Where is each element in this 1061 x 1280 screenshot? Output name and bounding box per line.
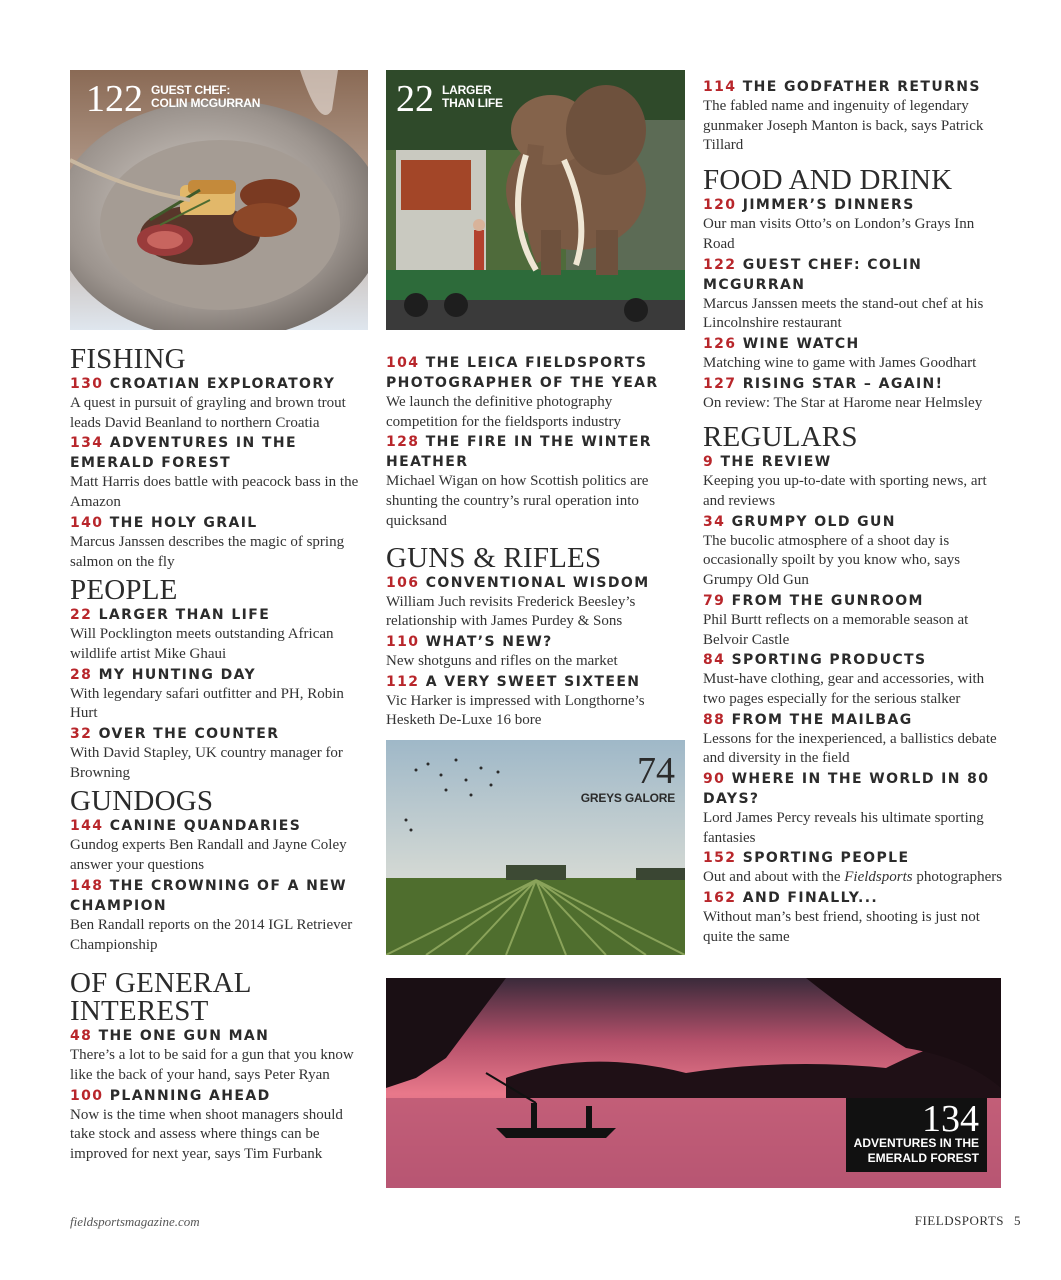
forest-caption — [846, 1098, 987, 1172]
entry-page: 79 — [703, 592, 726, 609]
entry-title: CONVENTIONAL WISDOM — [425, 574, 650, 591]
entry-page: 9 — [703, 454, 715, 471]
section-food-drink: FOOD AND DRINK — [703, 164, 953, 197]
chef-caption-line2: COLIN MCGURRAN — [151, 96, 261, 110]
entry-28[interactable] — [70, 665, 370, 724]
greys-caption-number: 74 — [637, 750, 675, 792]
entry-112[interactable] — [386, 672, 684, 731]
entry-title: THE LEICA FIELDSPORTS PHOTOGRAPHER OF THE YEAR — [386, 355, 659, 391]
entry-desc: Michael Wigan on how Scottish politics are shunting the country’s rural operation into quicksand — [386, 473, 649, 529]
entry-title: GRUMPY OLD GUN — [731, 513, 896, 530]
entry-title: THE GODFATHER RETURNS — [742, 79, 981, 95]
elephant-caption — [396, 80, 503, 118]
entry-title: JIMMER’S DINNERS — [742, 197, 915, 214]
entry-page: 90 — [703, 771, 726, 788]
entry-desc: Lord James Percy reveals his ultimate sporting fantasies — [703, 810, 984, 846]
forest-photo — [386, 978, 1001, 1188]
entry-desc: With David Stapley, UK country manager for Browning — [70, 745, 343, 781]
entry-title: GUEST CHEF: COLIN MCGURRAN — [703, 256, 923, 293]
entry-desc: William Juch revisits Frederick Beesley’s relationship with James Purdey & Sons — [386, 593, 636, 630]
section-guns-rifles: GUNS & RIFLES — [386, 541, 602, 574]
elephant-photo — [386, 70, 685, 330]
section-gundogs: GUNDOGS — [70, 785, 214, 818]
entry-page: 152 — [703, 850, 737, 867]
entry-22[interactable] — [70, 605, 370, 664]
entry-title: SPORTING PEOPLE — [742, 850, 910, 867]
greys-caption — [581, 752, 675, 805]
entry-100[interactable] — [70, 1086, 370, 1165]
entry-page: 122 — [703, 256, 737, 273]
entry-desc: With legendary safari outfitter and PH, Robin Hurt — [70, 685, 344, 722]
section-regulars: REGULARS — [703, 421, 858, 454]
column-1 — [70, 345, 370, 1165]
section-general-interest: OF GENERAL INTEREST — [70, 967, 251, 1028]
forest-caption-number: 134 — [922, 1098, 979, 1140]
entry-desc: New shotguns and rifles on the market — [386, 652, 618, 669]
entry-title: THE ONE GUN MAN — [98, 1028, 270, 1045]
entry-title: FROM THE MAILBAG — [731, 711, 913, 728]
entry-desc: Without man’s best friend, shooting is just not quite the same — [703, 909, 980, 945]
entry-88[interactable] — [703, 710, 1003, 769]
entry-desc: Phil Burtt reflects on a memorable season at Belvoir Castle — [703, 611, 969, 648]
magazine-name-italic: Fieldsports — [844, 869, 913, 886]
entry-32[interactable] — [70, 724, 370, 783]
entry-130[interactable] — [70, 374, 370, 433]
greys-photo — [386, 740, 685, 955]
entry-desc: Lessons for the inexperienced, a ballistics debate and diversity in the field — [703, 730, 997, 767]
entry-desc: There’s a lot to be said for a gun that you know like the back of your hand, says Peter Ryan — [70, 1047, 354, 1083]
entry-desc: Ben Randall reports on the 2014 IGL Retriever Championship — [70, 916, 353, 953]
entry-desc: Out and about with the Fieldsports photographers — [703, 869, 1003, 886]
entry-desc: Marcus Janssen meets the stand-out chef at his Lincolnshire restaurant — [703, 295, 984, 332]
entry-120[interactable] — [703, 195, 1003, 254]
entry-page: 28 — [70, 666, 93, 683]
footer-folio — [915, 1213, 1021, 1229]
entry-title: OVER THE COUNTER — [98, 726, 280, 743]
entry-desc: Now is the time when shoot managers should take stock and assess where things can be improved for next year, says Tim Furbank — [70, 1106, 343, 1163]
entry-79[interactable] — [703, 591, 1003, 650]
entry-title: THE FIRE IN THE WINTER HEATHER — [386, 434, 652, 471]
chef-photo — [70, 70, 368, 330]
entry-title: CANINE QUANDARIES — [109, 818, 302, 835]
entry-page: 144 — [70, 818, 104, 835]
footer-magazine-name: FIELDSPORTS — [914, 1213, 1004, 1228]
entry-page: 112 — [386, 673, 420, 690]
entry-148[interactable] — [70, 876, 370, 955]
entry-122[interactable] — [703, 255, 1003, 334]
entry-title: ADVENTURES IN THE EMERALD FOREST — [70, 435, 297, 472]
entry-page: 22 — [70, 607, 93, 624]
entry-page: 114 — [703, 79, 737, 95]
entry-desc: A quest in pursuit of grayling and brown trout leads David Beanland to northern Croatia — [70, 395, 346, 431]
entry-page: 126 — [703, 335, 737, 352]
entry-title: WHERE IN THE WORLD IN 80 DAYS? — [703, 771, 990, 808]
entry-page: 162 — [703, 890, 737, 907]
entry-48[interactable] — [70, 1026, 370, 1085]
entry-desc: Our man visits Otto’s on London’s Grays Inn Road — [703, 216, 975, 252]
entry-page: 34 — [703, 513, 726, 530]
chef-caption — [86, 80, 260, 118]
entry-84[interactable] — [703, 650, 1003, 709]
entry-desc: The bucolic atmosphere of a shoot day is occasionally spoilt by you know who, says Grumpy Old Gun — [703, 532, 961, 589]
entry-90[interactable] — [703, 769, 1003, 848]
entry-page: 128 — [386, 434, 420, 451]
entry-page: 100 — [70, 1087, 104, 1104]
column-3 — [703, 77, 1003, 948]
entry-162[interactable] — [703, 888, 1003, 947]
entry-title: AND FINALLY... — [742, 890, 879, 907]
chef-caption-number: 122 — [86, 78, 143, 120]
entry-title: THE CROWNING OF A NEW CHAMPION — [70, 877, 347, 914]
entry-title: A VERY SWEET SIXTEEN — [425, 673, 641, 690]
entry-114[interactable] — [703, 77, 1003, 156]
entry-desc: Gundog experts Ben Randall and Jayne Coley answer your questions — [70, 837, 347, 874]
entry-desc: Will Pocklington meets outstanding African wildlife artist Mike Ghaui — [70, 626, 334, 662]
entry-title: WHAT’S NEW? — [425, 633, 553, 650]
entry-desc: Must-have clothing, gear and accessories, with two pages especially for the serious stalker — [703, 671, 985, 707]
entry-page: 127 — [703, 375, 737, 392]
chef-caption-line1: GUEST CHEF: — [151, 83, 231, 97]
entry-desc: Marcus Janssen describes the magic of spring salmon on the fly — [70, 533, 345, 570]
entry-title: FROM THE GUNROOM — [731, 592, 924, 609]
entry-34[interactable] — [703, 512, 1003, 591]
entry-title: WINE WATCH — [742, 335, 860, 352]
forest-caption-line1: ADVENTURES IN THE — [853, 1136, 979, 1150]
entry-page: 84 — [703, 652, 726, 669]
elephant-caption-line2: THAN LIFE — [442, 96, 503, 110]
entry-desc: Matching wine to game with James Goodhart — [703, 354, 977, 371]
entry-title: THE HOLY GRAIL — [109, 514, 258, 531]
entry-page: 106 — [386, 574, 420, 591]
entry-9[interactable] — [703, 452, 1003, 511]
entry-title: SPORTING PRODUCTS — [731, 652, 927, 669]
entry-127[interactable] — [703, 374, 1003, 414]
entry-128[interactable] — [386, 432, 684, 531]
entry-title: CROATIAN EXPLORATORY — [109, 376, 336, 392]
entry-page: 104 — [386, 355, 420, 371]
entry-134[interactable] — [70, 433, 370, 512]
entry-title: PLANNING AHEAD — [109, 1087, 271, 1104]
entry-title: THE REVIEW — [720, 454, 832, 471]
entry-page: 120 — [703, 197, 737, 214]
entry-106[interactable] — [386, 573, 684, 632]
entry-page: 130 — [70, 376, 104, 392]
entry-144[interactable] — [70, 816, 370, 875]
elephant-caption-number: 22 — [396, 78, 434, 120]
entry-desc: The fabled name and ingenuity of legendary gunmaker Joseph Manton is back, says Patrick Tillard — [703, 98, 984, 154]
entry-desc: Keeping you up-to-date with sporting news, art and reviews — [703, 473, 987, 510]
entry-page: 32 — [70, 726, 93, 743]
section-fishing: FISHING — [70, 343, 186, 375]
entry-desc: Vic Harker is impressed with Longthorne’s Hesketh De-Luxe 16 bore — [386, 692, 645, 729]
entry-title: MY HUNTING DAY — [98, 666, 257, 683]
entry-page: 140 — [70, 514, 104, 531]
entry-title: LARGER THAN LIFE — [98, 607, 271, 624]
column-2 — [386, 353, 684, 731]
forest-caption-line2: EMERALD FOREST — [867, 1151, 979, 1165]
elephant-caption-line1: LARGER — [442, 83, 492, 97]
footer-page-number: 5 — [1014, 1213, 1021, 1228]
entry-page: 148 — [70, 877, 104, 894]
entry-page: 88 — [703, 711, 726, 728]
entry-page: 48 — [70, 1028, 93, 1045]
entry-desc: On review: The Star at Harome near Helmsley — [703, 394, 983, 411]
entry-152[interactable] — [703, 848, 1003, 888]
footer-website[interactable]: fieldsportsmagazine.com — [70, 1214, 200, 1229]
entry-126[interactable] — [703, 334, 1003, 374]
section-people: PEOPLE — [70, 574, 178, 607]
entry-title: RISING STAR – AGAIN! — [742, 375, 944, 392]
entry-140[interactable] — [70, 513, 370, 572]
entry-110[interactable] — [386, 632, 684, 672]
entry-desc: Matt Harris does battle with peacock bass in the Amazon — [70, 474, 359, 511]
entry-104[interactable] — [386, 353, 684, 432]
entry-desc: We launch the definitive photography competition for the fieldsports industry — [386, 394, 621, 430]
entry-page: 110 — [386, 633, 420, 650]
entry-page: 134 — [70, 435, 104, 452]
greys-caption-label: GREYS GALORE — [580, 791, 675, 805]
